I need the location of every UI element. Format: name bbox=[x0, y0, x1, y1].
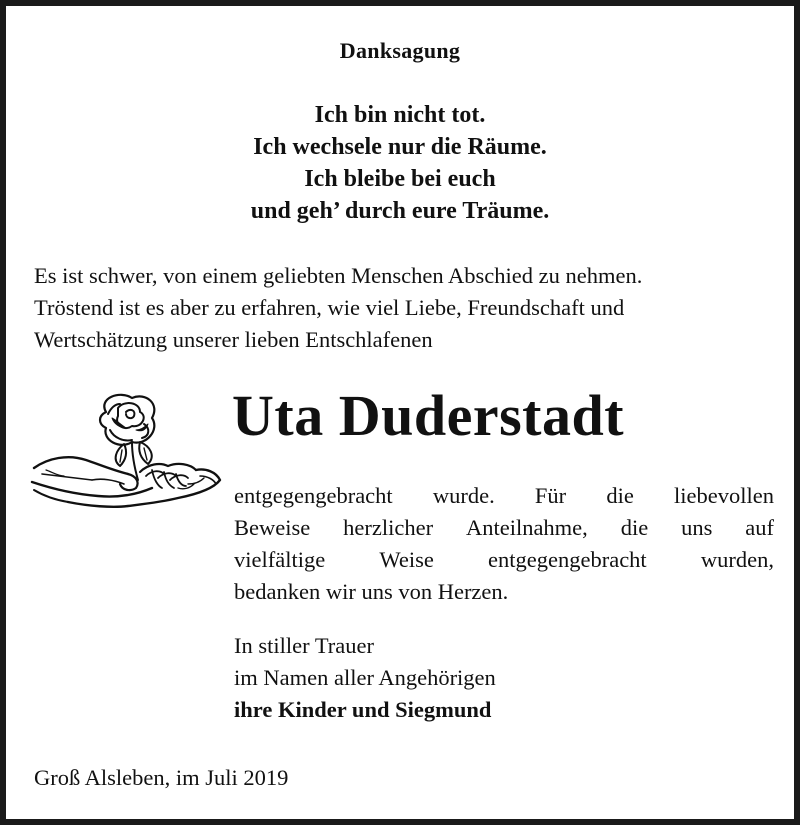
poem bbox=[6, 99, 794, 227]
notice-heading: Danksagung bbox=[339, 38, 461, 63]
poem-line: Ich bin nicht tot. bbox=[314, 102, 486, 128]
closing-block bbox=[234, 630, 496, 726]
poem-line: Ich bleibe bei euch bbox=[304, 166, 496, 192]
poem-line: Ich wechsele nur die Räume. bbox=[253, 134, 547, 160]
thanks-line: Beweise herzlicher Anteilnahme, die uns auf bbox=[234, 515, 774, 540]
intro-line: Es ist schwer, von einem geliebten Menschen Abschied zu nehmen. bbox=[34, 263, 643, 288]
closing-line: im Namen aller Angehörigen bbox=[234, 665, 496, 690]
intro-line: Tröstend ist es aber zu erfahren, wie viel Liebe, Freundschaft und bbox=[34, 295, 625, 320]
rose-in-hands-icon bbox=[28, 384, 224, 524]
place-date: Groß Alsleben, im Juli 2019 bbox=[34, 765, 289, 790]
closing-line: In stiller Trauer bbox=[234, 633, 374, 658]
signers: ihre Kinder und Siegmund bbox=[234, 697, 492, 722]
thanks-line: bedanken wir uns von Herzen. bbox=[234, 579, 509, 604]
intro-paragraph bbox=[34, 260, 774, 356]
thanks-line: entgegengebracht wurde. Für die liebevollen bbox=[234, 483, 774, 508]
thanks-paragraph bbox=[234, 480, 774, 608]
intro-line: Wertschätzung unserer lieben Entschlafenen bbox=[34, 327, 433, 352]
thanks-line: vielfältige Weise entgegengebracht wurden, bbox=[234, 547, 774, 572]
poem-line: und geh’ durch eure Träume. bbox=[250, 198, 550, 224]
deceased-name: Uta Duderstadt bbox=[232, 383, 625, 448]
